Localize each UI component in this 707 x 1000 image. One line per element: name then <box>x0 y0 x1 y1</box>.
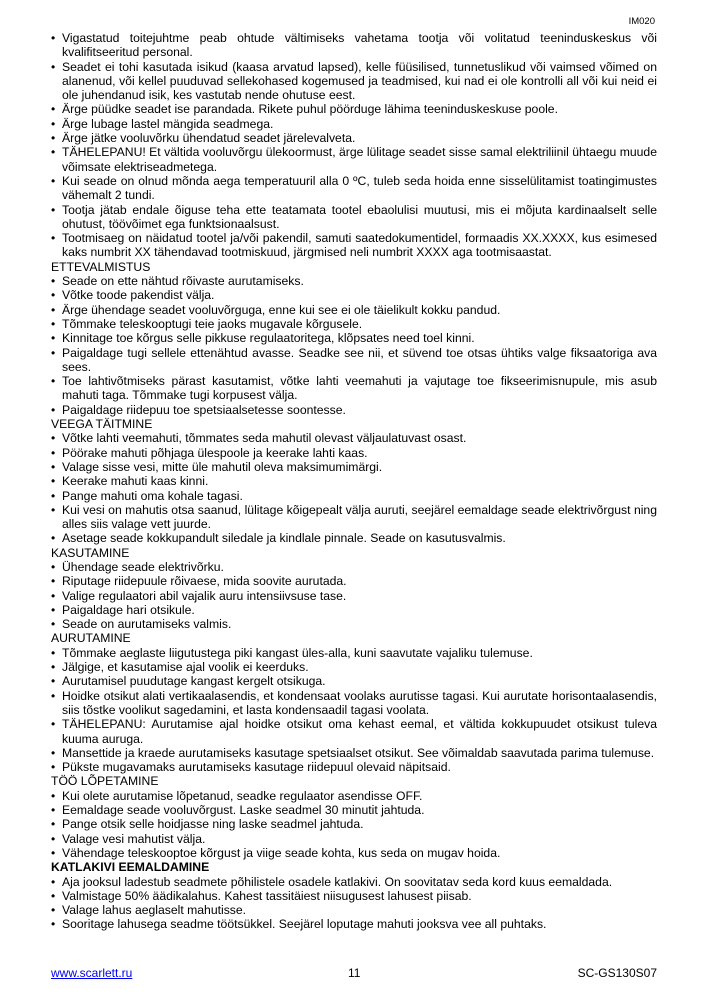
list-item: • Ühendage seade elektrivõrku. <box>51 560 657 574</box>
list-item: • Võtke lahti veemahuti, tõmmates seda mahutil olevast väljaulatuvast osast. <box>51 431 657 445</box>
list-item: • Kui vesi on mahutis otsa saanud, lülitage kõigepealt välja auruti, seejärel eemaldage seade elektrivõrgust ning alles siis valage vett juurde. <box>51 503 657 532</box>
list-item: • Seadet ei tohi kasutada isikud (kaasa arvatud lapsed), kelle füüsilised, tunnetuslikud või vaimsed võimed on alanenud, või kellel puuduvad sellekohased kogemused ja teadmised, kui nad ei ole kontrolli all või kui neid ei ole juhendanud isik, kes vastutab nende ohutuse eest. <box>51 60 657 103</box>
list-item: • Pükste mugavamaks aurutamiseks kasutage riidepuul olevaid näpitsaid. <box>51 760 657 774</box>
list-item: • Ärge lubage lastel mängida seadmega. <box>51 117 657 131</box>
list-item: • Ärge ühendage seadet vooluvõrguga, enne kui see ei ole täielikult kokku pandud. <box>51 303 657 317</box>
page-footer <box>51 966 657 982</box>
list-item: • Seade on aurutamiseks valmis. <box>51 617 657 631</box>
list-item: • Hoidke otsikut alati vertikaalasendis, et kondensaat voolaks aurutisse tagasi. Kui aurutate horisontaalasendis, siis tõstke voolikut sagedamini, et lasta kondensaadil tagasi voolata. <box>51 689 657 718</box>
usage-list <box>51 560 657 631</box>
list-item: • Valmistage 50% äädikalahus. Kahest tassitäiest niisugusest lahusest piisab. <box>51 889 657 903</box>
list-item: • Valage vesi mahutist välja. <box>51 832 657 846</box>
list-item: • Vigastatud toitejuhtme peab ohtude vältimiseks vahetama tootja või volitatud teeninduskeskus või kvalifitseeritud personal. <box>51 31 657 60</box>
footer-model-code: SC-GS130S07 <box>577 966 657 980</box>
list-item: • TÄHELEPANU: Aurutamise ajal hoidke otsikut oma kehast eemal, et vältida kokkupuudet otsikust tuleva kuuma auruga. <box>51 717 657 746</box>
list-item: • Valage lahus aeglaselt mahutisse. <box>51 903 657 917</box>
list-item: • Toe lahtivõtmiseks pärast kasutamist, võtke lahti veemahuti ja vajutage toe fikseerimisnupule, mis asub mahuti taga. Tõmmake tugi korpusest välja. <box>51 374 657 403</box>
list-item: • Kui seade on olnud mõnda aega temperatuuril alla 0 ºC, tuleb seda hoida enne sisselülitamist toatingimustes vähemalt 2 tundi. <box>51 174 657 203</box>
list-item: • Kinnitage toe kõrgus selle pikkuse regulaatoritega, klõpsates need toel kinni. <box>51 331 657 345</box>
list-item: • Seade on ette nähtud rõivaste aurutamiseks. <box>51 274 657 288</box>
list-item: • Tootja jätab endale õiguse teha ette teatamata tootel ebaolulisi muutusi, mis ei mõjuta kardinaalselt selle ohutust, töövõimet ega funktsionaalsust. <box>51 203 657 232</box>
list-item: • Pöörake mahuti põhjaga ülespoole ja keerake lahti kaas. <box>51 446 657 460</box>
list-item: • Tõmmake teleskooptugi teie jaoks mugavale kõrgusele. <box>51 317 657 331</box>
section-heading-finishing: TÖÖ LÕPETAMINE <box>51 774 159 789</box>
filling-list <box>51 431 657 545</box>
steaming-list <box>51 646 657 775</box>
finishing-list <box>51 789 657 860</box>
descaling-list <box>51 875 657 932</box>
list-item: • Ärge püüdke seadet ise parandada. Rikete puhul pöörduge lähima teeninduskeskuse poole. <box>51 102 657 116</box>
list-item: • Vähendage teleskooptoe kõrgust ja viige seade kohta, kus seda on mugav hoida. <box>51 846 657 860</box>
list-item: • Riputage riidepuule rõivaese, mida soovite aurutada. <box>51 574 657 588</box>
page-number: 11 <box>348 966 361 980</box>
list-item: • Eemaldage seade vooluvõrgust. Laske seadmel 30 minutit jahtuda. <box>51 803 657 817</box>
list-item: • Sooritage lahusega seadme töötsükkel. Seejärel loputage mahuti jooksva vee all puhtaks. <box>51 917 657 931</box>
section-heading-steaming: AURUTAMINE <box>51 631 131 646</box>
list-item: • Kui olete aurutamise lõpetanud, seadke regulaator asendisse OFF. <box>51 789 657 803</box>
section-heading-descaling: KATLAKIVI EEMALDAMINE <box>51 860 210 875</box>
section-heading-usage: KASUTAMINE <box>51 545 130 560</box>
list-item: • Mansettide ja kraede aurutamiseks kasutage spetsiaalset otsikut. See võimaldab saavutada parima tulemuse. <box>51 746 657 760</box>
section-heading-preparation: ETTEVALMISTUS <box>51 259 151 274</box>
list-item: • Valige regulaatori abil vajalik auru intensiivsuse tase. <box>51 589 657 603</box>
list-item: • Paigaldage hari otsikule. <box>51 603 657 617</box>
list-item: • Aja jooksul ladestub seadmete põhilistele osadele katlakivi. On soovitatav seda kord kuus eemaldada. <box>51 875 657 889</box>
list-item: • Võtke toode pakendist välja. <box>51 288 657 302</box>
list-item: • Aurutamisel puudutage kangast kergelt otsikuga. <box>51 674 657 688</box>
list-item: • Valage sisse vesi, mitte üle mahutil oleva maksimumimärgi. <box>51 460 657 474</box>
list-item: • Pange otsik selle hoidjasse ning laske seadmel jahtuda. <box>51 817 657 831</box>
list-item: • Keerake mahuti kaas kinni. <box>51 474 657 488</box>
list-item: • Jälgige, et kasutamise ajal voolik ei keerduks. <box>51 660 657 674</box>
list-item: • Paigaldage riidepuu toe spetsiaalsetesse soontesse. <box>51 403 657 417</box>
list-item: • Ärge jätke vooluvõrku ühendatud seadet järelevalveta. <box>51 131 657 145</box>
list-item: • TÄHELEPANU! Et vältida vooluvõrgu ülekoormust, ärge lülitage seadet sisse samal elektriliinil ühtaegu muude võimsate elektriseadmetega. <box>51 145 657 174</box>
list-item: • Tootmisaeg on näidatud tootel ja/või pakendil, samuti saatedokumentidel, formaadis XX.XXXX, kus esimesed kaks numbrit XX tähendavad tootmiskuud, järgmised neli numbrit XXXX aga tootmisaastat. <box>51 231 657 260</box>
list-item: • Asetage seade kokkupandult siledale ja kindlale pinnale. Seade on kasutusvalmis. <box>51 531 657 545</box>
model-code: IM020 <box>628 16 655 27</box>
manual-content <box>51 31 657 932</box>
list-item: • Pange mahuti oma kohale tagasi. <box>51 489 657 503</box>
preparation-list <box>51 274 657 417</box>
section-heading-filling: VEEGA TÄITMINE <box>51 417 153 432</box>
list-item: • Paigaldage tugi sellele ettenähtud avasse. Seadke see nii, et süvend toe otsas ühtiks valge fiksaatoriga ava sees. <box>51 346 657 375</box>
website-link[interactable]: www.scarlett.ru <box>51 966 133 980</box>
safety-list <box>51 31 657 260</box>
list-item: • Tõmmake aeglaste liigutustega piki kangast üles-alla, kuni saavutate vajaliku tulemuse. <box>51 646 657 660</box>
